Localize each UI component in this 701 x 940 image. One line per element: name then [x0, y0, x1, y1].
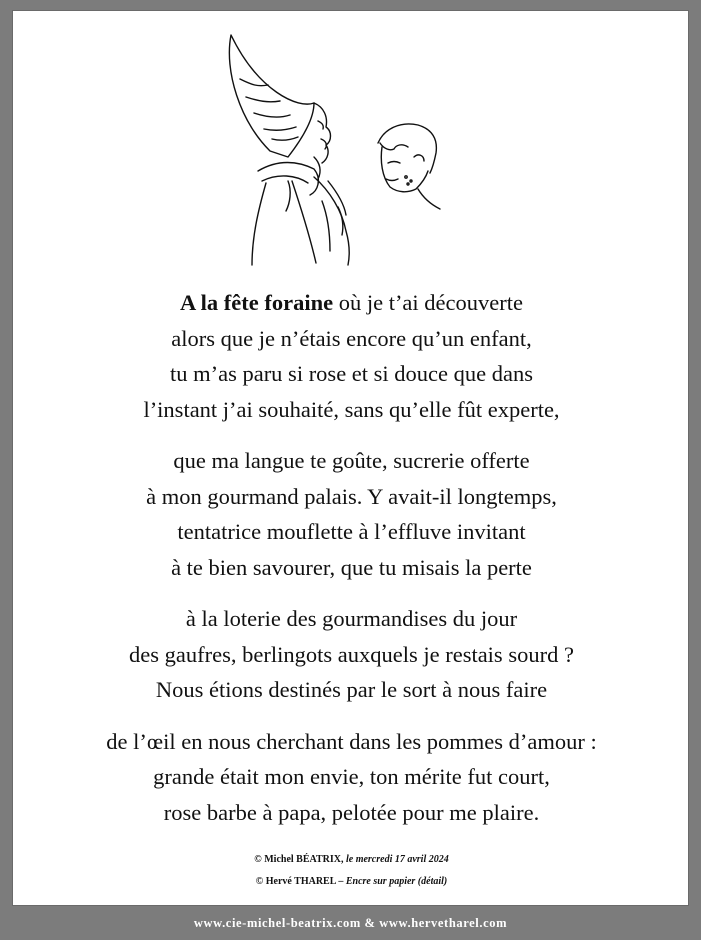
poem-line: tu m’as paru si rose et si douce que dans — [169, 361, 534, 386]
poem-line-rest: où je t’ai découverte — [333, 290, 523, 315]
poem-line: à te bien savourer, que tu misais la perte — [171, 554, 532, 580]
poem-line: rose barbe à papa, pelotée pour me plaire. — [163, 799, 540, 825]
poem-card — [12, 10, 689, 906]
poem-line: de l’œil en nous cherchant dans les pommes d’amour : — [106, 728, 597, 754]
footer-links[interactable]: www.cie-michel-beatrix.com & www.hervetharel.com — [193, 916, 508, 930]
poem-line: des gaufres, berlingots auxquels je restais sourd ? — [129, 641, 574, 667]
artwork-medium: Encre sur papier (détail) — [345, 876, 448, 887]
poem-line — [13, 285, 690, 321]
poem-line: que ma langue te goûte, sucrerie offerte — [173, 448, 530, 473]
poem-line: tentatrice mouflette à l’effluve invitant — [177, 519, 526, 544]
stanza — [13, 724, 690, 831]
poem-text — [13, 285, 690, 846]
poem-date: le mercredi 17 avril 2024 — [345, 854, 449, 865]
poem-line: à mon gourmand palais. Y avait-il longtemps, — [146, 483, 557, 509]
author-name: © Michel BÉATRIX, — [254, 854, 346, 865]
artist-name: © Hervé THAREL – — [255, 876, 346, 887]
stanza — [13, 285, 690, 427]
credits — [13, 849, 690, 893]
poem-line: alors que je n’étais encore qu’un enfant, — [171, 325, 532, 351]
stanza — [13, 443, 690, 585]
poem-line: grande était mon envie, ton mérite fut court, — [153, 764, 550, 789]
poem-line: à la loterie des gourmandises du jour — [185, 606, 518, 631]
poem-line: l’instant j’ai souhaité, sans qu’elle fût experte, — [143, 396, 560, 422]
stanza — [13, 601, 690, 708]
artist-credit — [13, 871, 690, 893]
poem-line: Nous étions destinés par le sort à nous faire — [155, 677, 548, 702]
author-credit — [13, 849, 690, 871]
ink-drawing-illustration — [218, 31, 468, 267]
poem-title-lead: A la fête foraine — [180, 290, 334, 315]
